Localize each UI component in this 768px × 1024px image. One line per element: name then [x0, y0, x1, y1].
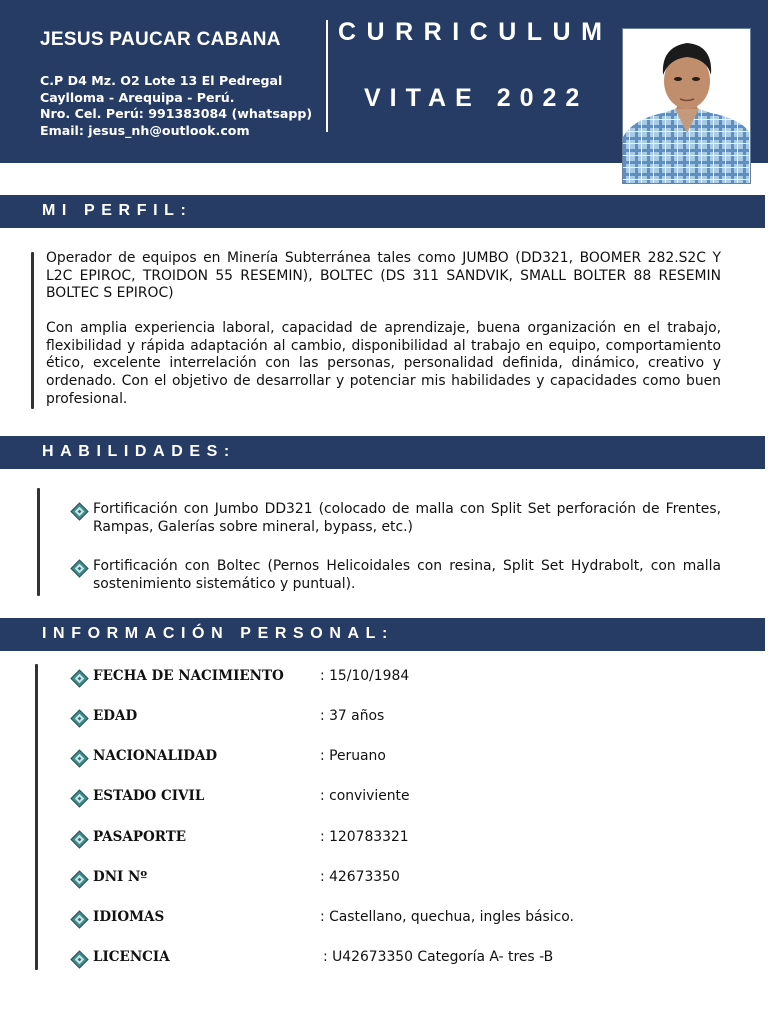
profile-section-header — [0, 195, 765, 228]
profile-section-title: MI PERFIL: — [42, 202, 193, 219]
info-value: : conviviente — [320, 788, 410, 804]
skill-item — [70, 558, 721, 593]
document-title-line2: VITAE 2022 — [364, 84, 589, 112]
diamond-bullet-icon — [70, 870, 89, 889]
info-label: DNI Nº — [93, 869, 148, 885]
info-value: : 37 años — [320, 708, 385, 724]
diamond-bullet-icon — [70, 789, 89, 808]
info-label: FECHA DE NACIMIENTO — [93, 668, 284, 684]
candidate-name: JESUS PAUCAR CABANA — [40, 29, 281, 50]
skill-text: Fortificación con Jumbo DD321 (colocado de malla con Split Set perforación de Frentes, Rampas, Galerías sobre mineral, bypass, etc.) — [93, 501, 721, 535]
info-label: PASAPORTE — [93, 829, 187, 845]
personal-section-title: INFORMACIÓN PERSONAL: — [42, 625, 394, 642]
personal-section-header — [0, 618, 765, 651]
skills-section-title: HABILIDADES: — [42, 443, 236, 460]
diamond-bullet-icon — [70, 749, 89, 768]
profile-photo — [622, 28, 751, 184]
info-label: ESTADO CIVIL — [93, 788, 205, 804]
diamond-bullet-icon — [70, 709, 89, 728]
contact-block — [40, 73, 312, 139]
info-value: : 120783321 — [320, 829, 409, 845]
contact-phone: Nro. Cel. Perú: 991383084 (whatsapp) — [40, 106, 313, 121]
profile-paragraph-1: Operador de equipos en Minería Subterránea tales como JUMBO (DD321, BOOMER 282.S2C Y L2C EPIROC, TROIDON 55 RESEMIN), BOLTEC (DS 311 SANDVIK, SMALL BOLTER 88 RESEMIN BOLTEC S EPIROC) — [46, 250, 721, 302]
info-value: : Peruano — [320, 748, 386, 764]
skill-text: Fortificación con Boltec (Pernos Helicoidales con resina, Split Set Hydrabolt, con malla sostenimiento sistemático y puntual). — [93, 558, 721, 592]
skill-item — [70, 501, 721, 536]
diamond-bullet-icon — [70, 559, 89, 578]
profile-accent-line — [31, 252, 34, 409]
info-label: EDAD — [93, 708, 138, 724]
contact-email: Email: jesus_nh@outlook.com — [40, 122, 250, 138]
diamond-bullet-icon — [70, 950, 89, 969]
info-label: NACIONALIDAD — [93, 748, 218, 764]
diamond-bullet-icon — [70, 910, 89, 929]
document-title-line1: CURRICULUM — [338, 18, 613, 46]
skills-accent-line — [37, 488, 40, 596]
skills-section-header — [0, 436, 765, 469]
diamond-bullet-icon — [70, 830, 89, 849]
contact-location: Caylloma - Arequipa - Perú. — [40, 89, 235, 105]
header-divider — [326, 20, 328, 132]
info-value: : U42673350 Categoría A- tres -B — [323, 949, 554, 965]
info-label: LICENCIA — [93, 949, 170, 965]
diamond-bullet-icon — [70, 502, 89, 521]
info-value: : 15/10/1984 — [320, 668, 410, 684]
portrait-graphic — [623, 29, 750, 183]
profile-paragraph-2: Con amplia experiencia laboral, capacidad de aprendizaje, buena organización en el trabajo, flexibilidad y rápida adaptación al cambio, disponibilidad al trabajo en equipo, comportamiento ético, excelente interrelación con las personas, personalidad definida, dinámico, creativo y ordenado. Con el objetivo de desarrollar y potenciar mis habilidades y capacidades como buen profesional. — [46, 320, 721, 407]
contact-address: C.P D4 Mz. O2 Lote 13 El Pedregal — [40, 73, 283, 88]
personal-accent-line — [35, 664, 38, 970]
info-value: : 42673350 — [320, 869, 400, 885]
info-value: : Castellano, quechua, ingles básico. — [320, 909, 574, 925]
diamond-bullet-icon — [70, 669, 89, 688]
info-label: IDIOMAS — [93, 909, 165, 925]
